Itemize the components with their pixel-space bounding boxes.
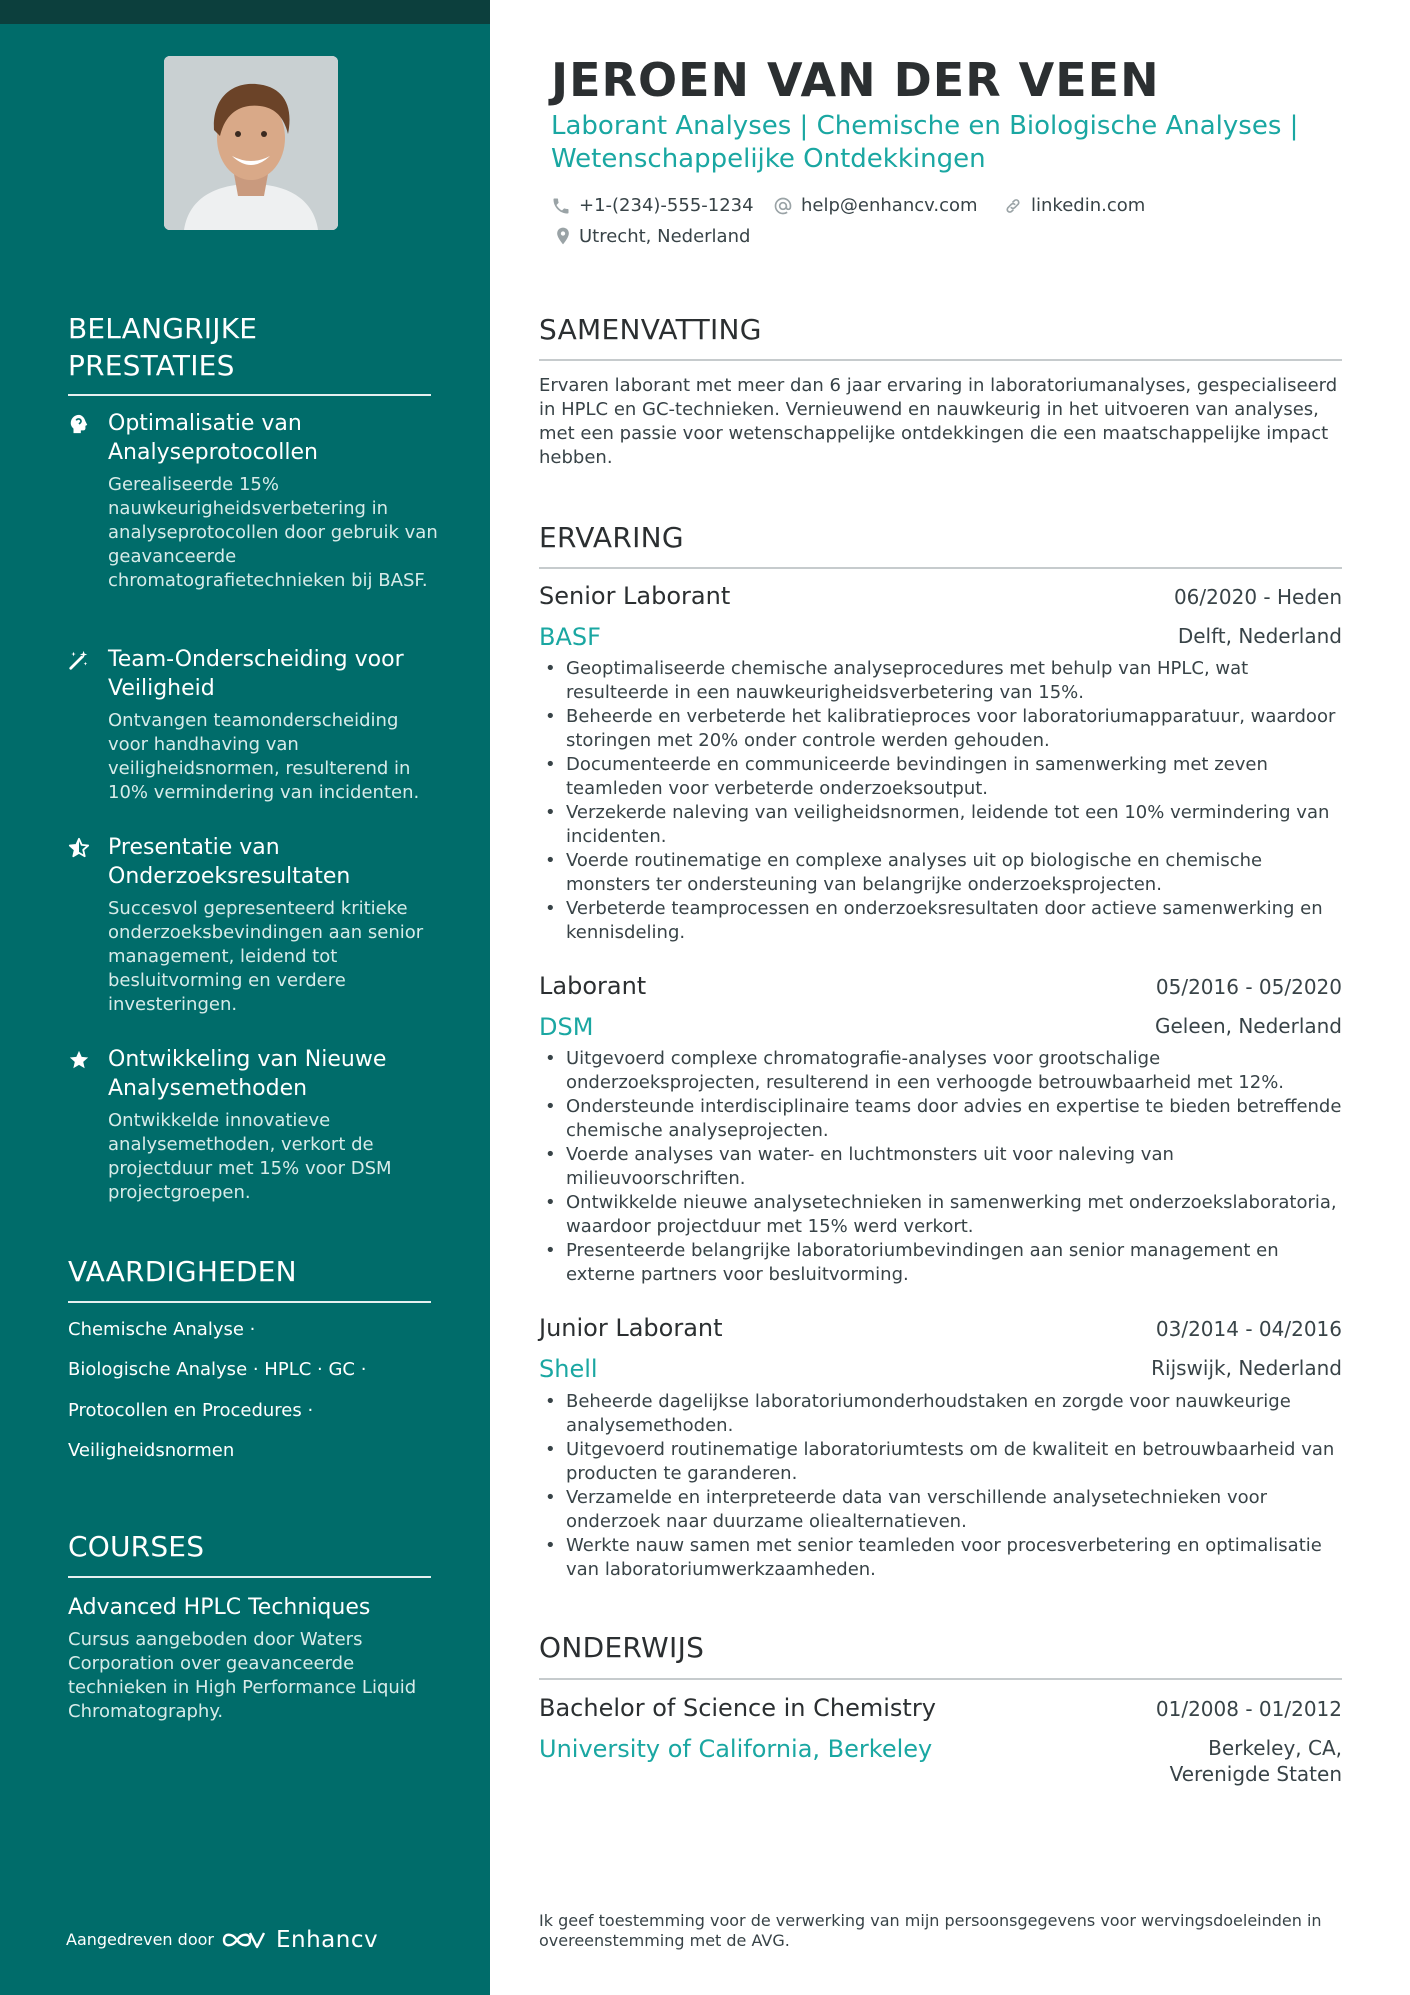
- link-icon: [1003, 196, 1023, 216]
- sidebar: [0, 0, 490, 1995]
- job-bullet: • Verzamelde en interpreteerde data van verschillende analysetechnieken voor onderzoek naar duurzame oliealternatieven.: [539, 1486, 1342, 1534]
- education-dates: 01/2008 - 01/2012: [1155, 1697, 1342, 1721]
- job-bullets: [539, 1047, 1342, 1287]
- gdpr-consent-text: Ik geef toestemming voor de verwerking van mijn persoonsgegevens voor wervingsdoeleinden in overeenstemming met de AVG.: [539, 1911, 1322, 1950]
- achievements-divider: [68, 394, 431, 396]
- courses-divider: [68, 1576, 431, 1578]
- courses-title: COURSES: [68, 1530, 205, 1563]
- job-bullet: • Verbeterde teamprocessen en onderzoeksresultaten door actieve samenwerking en kennisdeling.: [539, 897, 1342, 945]
- job-location: Geleen, Nederland: [1154, 1014, 1342, 1038]
- profile-photo: [164, 56, 338, 230]
- job-company: BASF: [539, 623, 601, 651]
- job-title: Senior Laborant: [539, 582, 731, 610]
- job-bullet: • Beheerde dagelijkse laboratoriumonderhoudstaken en zorgde voor nauwkeurige analysemethoden.: [539, 1390, 1342, 1438]
- job-title: Junior Laborant: [539, 1314, 723, 1342]
- job-bullet: • Ondersteunde interdisciplinaire teams door advies en expertise te bieden betreffende chemische analyseprojecten.: [539, 1095, 1342, 1143]
- job-company: Shell: [539, 1355, 598, 1383]
- job-bullet: • Beheerde en verbeterde het kalibratieproces voor laboratoriumapparatuur, waardoor storingen met 20% onder controle werden gehouden.: [539, 705, 1342, 753]
- job-bullet: • Werkte nauw samen met senior teamleden voor procesverbetering en optimalisatie van laboratoriumwerkzaamheden.: [539, 1534, 1342, 1582]
- enhancv-logo-icon: [220, 1928, 266, 1952]
- location-pin-icon: [553, 226, 573, 246]
- skill-line: Chemische Analyse ·: [68, 1319, 256, 1340]
- sidebar-top-bar: [0, 0, 490, 24]
- powered-by-label: Aangedreven door: [66, 1930, 214, 1949]
- phone-number[interactable]: +1-(234)-555-1234: [579, 195, 754, 216]
- job-bullets: [539, 657, 1342, 945]
- job-bullet: • Voerde analyses van water- en luchtmonsters uit voor naleving van milieuvoorschriften.: [539, 1143, 1342, 1191]
- summary-title: SAMENVATTING: [539, 313, 762, 346]
- brain-icon: [68, 413, 90, 435]
- achievement-title: Team-Onderscheiding voor Veiligheid: [108, 647, 404, 701]
- achievement-description: Ontwikkelde innovatieve analysemethoden, verkort de projectduur met 15% voor DSM projectgroepen.: [108, 1110, 392, 1203]
- job-bullet: • Voerde routinematige en complexe analyses uit op biologische en chemische monsters ter ondersteuning van belangrijke onderzoeksprojecten.: [539, 849, 1342, 897]
- summary-divider: [539, 359, 1342, 361]
- linkedin-link[interactable]: linkedin.com: [1031, 195, 1146, 216]
- achievement-title: Optimalisatie van Analyseprotocollen: [108, 411, 318, 465]
- experience-divider: [539, 567, 1342, 569]
- achievement-description: Succesvol gepresenteerd kritieke onderzoeksbevindingen aan senior management, leidend tot besluitvorming en verdere investeringen.: [108, 898, 424, 1015]
- job-bullet: • Uitgevoerd complexe chromatografie-analyses voor grootschalige onderzoeksprojecten, resulterend in een verhoogde betrouwbaarheid met 12%.: [539, 1047, 1342, 1095]
- phone-icon: [551, 196, 571, 216]
- job-title: Laborant: [539, 972, 647, 1000]
- course-description: Cursus aangeboden door Waters Corporation over geavanceerde technieken in High Performance Liquid Chromatography.: [68, 1629, 417, 1722]
- job-bullet: • Presenteerde belangrijke laboratoriumbevindingen aan senior management en externe partners voor besluitvorming.: [539, 1239, 1342, 1287]
- job-location: Rijswijk, Nederland: [1151, 1356, 1342, 1380]
- achievement-title: Ontwikkeling van Nieuwe Analysemethoden: [108, 1047, 387, 1101]
- avatar-illustration: [164, 56, 338, 230]
- course-title: Advanced HPLC Techniques: [68, 1595, 371, 1620]
- enhancv-brand[interactable]: Enhancv: [276, 1927, 379, 1953]
- achievement-title: Presentatie van Onderzoeksresultaten: [108, 835, 351, 889]
- education-degree: Bachelor of Science in Chemistry: [539, 1694, 936, 1722]
- job-dates: 03/2014 - 04/2016: [1155, 1317, 1342, 1341]
- star-icon: [68, 1049, 90, 1071]
- experience-title: ERVARING: [539, 521, 684, 554]
- skill-line: Biologische Analyse · HPLC · GC ·: [68, 1359, 367, 1380]
- star-half-icon: [68, 837, 90, 859]
- job-dates: 05/2016 - 05/2020: [1155, 975, 1342, 999]
- skills-title: VAARDIGHEDEN: [68, 1255, 297, 1288]
- achievement-description: Ontvangen teamonderscheiding voor handhaving van veiligheidsnormen, resulterend in 10% vermindering van incidenten.: [108, 710, 420, 803]
- education-title: ONDERWIJS: [539, 1631, 705, 1664]
- skill-line: Protocollen en Procedures ·: [68, 1400, 314, 1421]
- education-location: Berkeley, CA, Verenigde Staten: [1169, 1736, 1342, 1786]
- summary-text: Ervaren laborant met meer dan 6 jaar ervaring in laboratoriumanalyses, gespecialiseerd in HPLC en GC-technieken. Vernieuwend en nauwkeurig in het uitvoeren van analyses, met een passie voor wetenschappelijke ontdekkingen die een maatschappelijke impact hebben.: [539, 375, 1338, 468]
- location-text: Utrecht, Nederland: [579, 226, 751, 247]
- achievements-title: BELANGRIJKE PRESTATIES: [68, 312, 258, 382]
- job-bullet: • Uitgevoerd routinematige laboratoriumtests om de kwaliteit en betrouwbaarheid van producten te garanderen.: [539, 1438, 1342, 1486]
- job-bullet: • Documenteerde en communiceerde bevindingen in samenwerking met zeven teamleden voor verbeterde onderzoeksoutput.: [539, 753, 1342, 801]
- education-divider: [539, 1678, 1342, 1680]
- skills-divider: [68, 1301, 431, 1303]
- email-at-icon: [773, 196, 793, 216]
- job-company: DSM: [539, 1013, 594, 1041]
- job-dates: 06/2020 - Heden: [1173, 585, 1342, 609]
- candidate-name: JEROEN VAN DER VEEN: [551, 53, 1160, 107]
- education-school: University of California, Berkeley: [539, 1735, 933, 1763]
- job-bullet: • Ontwikkelde nieuwe analysetechnieken in samenwerking met onderzoekslaboratoria, waardoor projectduur met 15% werd verkort.: [539, 1191, 1342, 1239]
- magic-wand-icon: [68, 649, 90, 671]
- skill-line: Veiligheidsnormen: [68, 1440, 235, 1461]
- email-address[interactable]: help@enhancv.com: [801, 195, 978, 216]
- job-bullet: • Verzekerde naleving van veiligheidsnormen, leidende tot een 10% vermindering van incidenten.: [539, 801, 1342, 849]
- job-bullets: [539, 1390, 1342, 1582]
- achievement-description: Gerealiseerde 15% nauwkeurigheidsverbetering in analyseprotocollen door gebruik van geavanceerde chromatografietechnieken bij BASF.: [108, 474, 438, 591]
- candidate-headline: Laborant Analyses | Chemische en Biologische Analyses | Wetenschappelijke Ontdekkingen: [551, 111, 1299, 174]
- job-bullet: • Geoptimaliseerde chemische analyseprocedures met behulp van HPLC, wat resulteerde in een nauwkeurigheidsverbetering van 15%.: [539, 657, 1342, 705]
- job-location: Delft, Nederland: [1177, 624, 1342, 648]
